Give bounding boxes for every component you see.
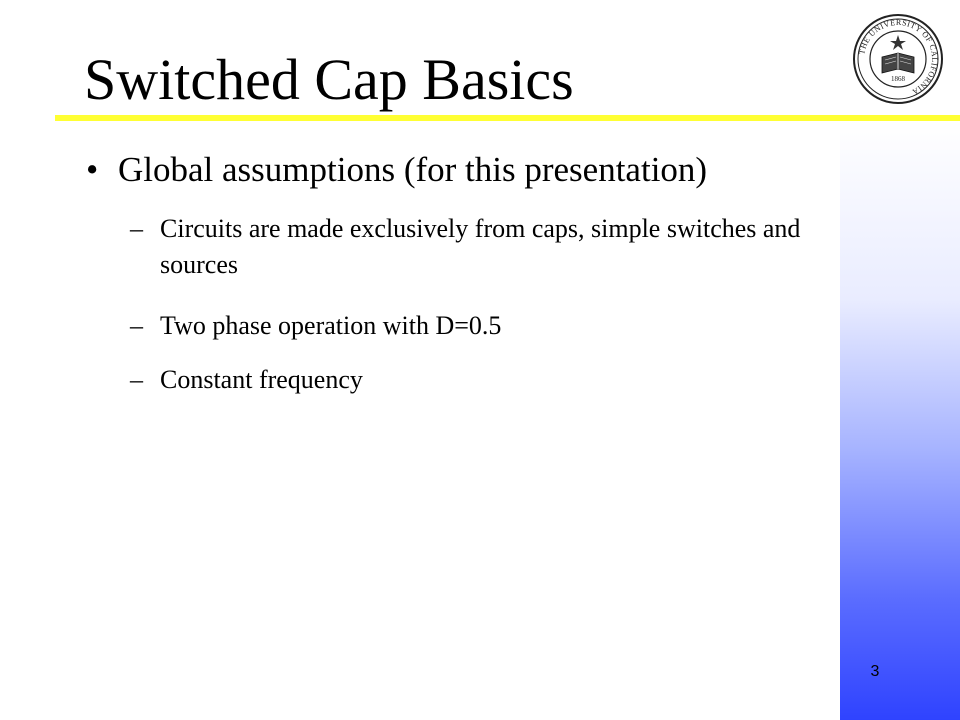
sub-bullet-dash: – [130, 214, 143, 243]
sub-bullet-text: Two phase operation with D=0.5 [160, 311, 502, 340]
sub-bullet-text: Circuits are made exclusively from caps, simple switches and sources [160, 214, 801, 279]
page-number: 3 [870, 663, 880, 680]
university-seal-icon [852, 13, 944, 105]
seal-ring-text: THE UNIVERSITY OF CALIFORNIA [857, 17, 940, 97]
sub-bullet-dash: – [130, 365, 143, 394]
sub-bullet-text: Constant frequency [160, 365, 363, 394]
blue-gradient-side-bar [840, 120, 960, 720]
slide-title: Switched Cap Basics [84, 47, 574, 112]
bullet-mark: • [86, 150, 99, 189]
seal-year: 1868 [891, 75, 905, 83]
bullet-text: Global assumptions (for this presentation) [118, 150, 708, 189]
sub-bullet-dash: – [130, 311, 143, 340]
